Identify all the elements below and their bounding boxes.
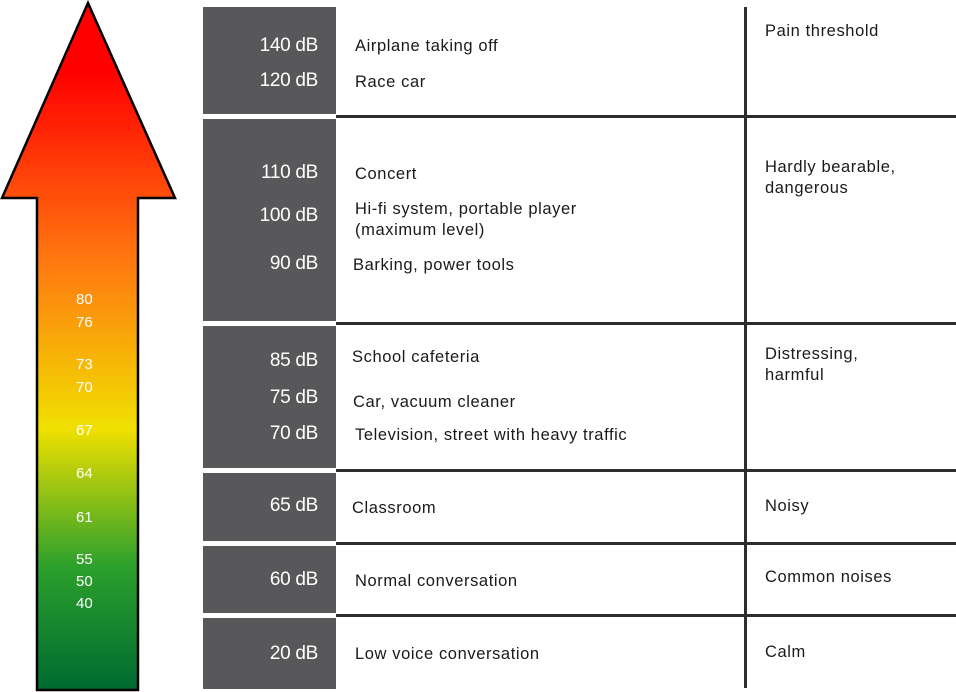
db-value: 140 dB [259,35,318,56]
scale-label-80: 80 [76,291,93,308]
scale-label-64: 64 [76,465,93,482]
sound-source: Classroom [352,499,437,517]
column-divider [744,7,747,688]
db-value: 110 dB [260,162,318,183]
db-cell [203,546,336,613]
db-value: 120 dB [259,70,318,91]
sound-source: Concert [355,165,417,183]
row-calm [203,618,956,689]
db-value: 65 dB [269,495,318,516]
sound-source: Barking, power tools [353,256,515,274]
db-value: 20 dB [269,643,318,664]
category-label: Hardly bearable, dangerous [765,158,896,197]
db-value: 75 dB [269,387,318,408]
category-label: Distressing, harmful [765,345,859,384]
scale-label-40: 40 [76,595,93,612]
scale-label-55: 55 [76,551,93,568]
divider-line [336,469,956,472]
row-common-noises [203,546,956,613]
sound-source: Hi-fi system, portable player (maximum level) [355,200,577,239]
sound-source: School cafeteria [352,348,480,366]
db-value: 100 dB [259,205,318,226]
sound-source: Television, street with heavy traffic [355,426,628,444]
divider-line [336,542,956,545]
divider-line [336,115,956,118]
row-noisy [203,473,956,541]
db-value: 60 dB [269,569,318,590]
scale-label-73: 73 [76,356,93,373]
category-label: Pain threshold [765,22,879,40]
sound-source: Low voice conversation [355,645,540,663]
db-cell [203,119,336,321]
scale-label-50: 50 [76,573,93,590]
category-label: Common noises [765,568,893,586]
category-label: Noisy [765,497,810,515]
sound-source: Race car [355,73,426,91]
db-value: 70 dB [269,423,318,444]
db-cell [203,618,336,689]
scale-label-70: 70 [76,379,93,396]
scale-label-76: 76 [76,314,93,331]
db-cell [203,473,336,541]
divider-line [336,322,956,325]
db-value: 85 dB [269,350,318,371]
row-hardly-bearable [203,119,956,321]
db-cell [203,326,336,468]
row-pain-threshold [203,7,956,114]
db-value: 90 dB [269,253,318,274]
db-cell [203,7,336,114]
category-label: Calm [765,643,806,661]
sound-source: Normal conversation [355,572,518,590]
sound-source: Airplane taking off [355,37,499,55]
scale-label-61: 61 [76,509,93,526]
scale-label-67: 67 [76,422,93,439]
divider-line [336,614,956,617]
sound-source: Car, vacuum cleaner [353,393,516,411]
row-distressing [203,326,956,468]
